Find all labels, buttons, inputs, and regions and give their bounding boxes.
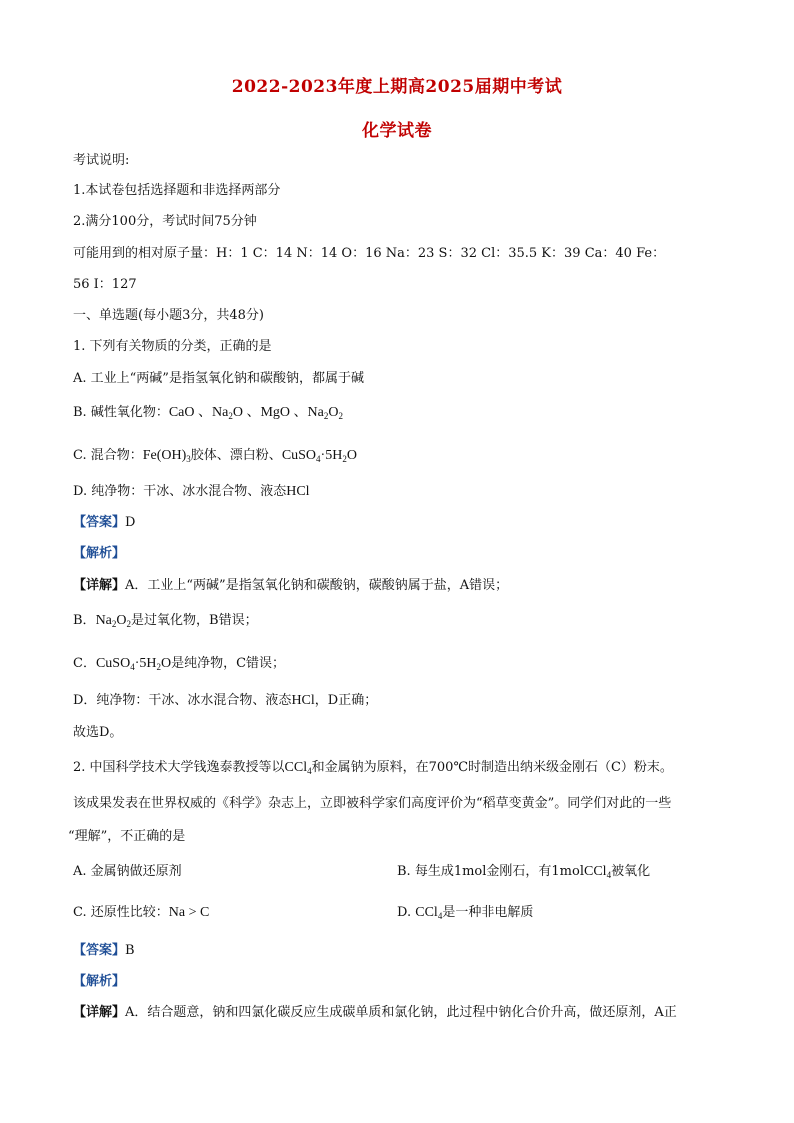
q1-option-d-label: D. 纯净物：干冰、冰水混合物、液态 [73,484,287,499]
formula: CCl$_4$ [284,760,312,776]
q2-analysis [73,973,125,991]
q2-stem-1 [73,759,673,777]
q2-stem-text: 和金属钠为原料，在700℃时制造出纳米级金刚石（C）粉末。 [311,760,673,775]
q1-option-b-label: B. 碱性氧化物： [73,405,169,420]
section-heading: 一、单选题(每小题3分，共48分) [73,308,264,323]
formula: HCl [286,484,310,499]
detail-prefix: D．纯净物：干冰、冰水混合物、液态 [73,693,292,708]
q2-option-a: A. 金属钠做还原剂 [73,864,182,879]
q2-detail-a [73,1004,677,1022]
instruction-item-2: 2.满分100分，考试时间75分钟 [73,214,257,229]
detail-prefix: B． [73,613,96,628]
formula: $CuSO_4\cdot 5H_2O$ [281,448,357,464]
q2-option-d-text: D. [397,905,416,920]
answer-label: 【答案】 [73,943,126,958]
q1-analysis [73,545,125,563]
atomic-masses-line-1: 可能用到的相对原子量：H：1 C：14 N：14 O：16 Na：23 S：32 Cl：35.5 K：39 Ca：40 Fe： [73,246,666,261]
q2-answer [73,942,135,960]
formula: CaO 、$Na_2O$ 、MgO 、$Na_2O_2$ [168,405,343,421]
q1-option-c [73,447,357,465]
q2-option-c-text: C. 还原性比较： [73,905,169,920]
q2-option-c [73,904,209,922]
q2-option-b-text: 被氧化 [611,864,651,879]
exam-title: 2022-2023年度上期高2025届期中考试 [231,77,563,97]
q1-detail-c [73,655,285,673]
formula: Na > C [168,905,210,920]
detail-text: 是过氧化物，B错误； [131,613,258,628]
q2-option-d-text: 是一种非电解质 [442,905,534,920]
instructions-heading: 考试说明: [73,153,130,168]
formula: $Fe(OH)_3$ [142,448,191,464]
q1-answer [73,514,135,532]
q2-option-b-text: B. 每生成1mol金刚石，有1mol [397,864,584,879]
formula: $Na_2O_2$ [95,613,132,629]
q2-stem-3: “理解”，不正确的是 [68,829,186,844]
answer-value: D [125,515,136,530]
detail-label: 【详解】 [73,1005,126,1020]
answer-label: 【答案】 [73,515,126,530]
q2-stem-text: 2. 中国科学技术大学钱逸泰教授等以 [73,760,285,775]
q1-stem: 1. 下列有关物质的分类，正确的是 [73,339,272,354]
answer-value: B [125,943,135,958]
q1-option-a: A. 工业上“两碱”是指氢氧化钠和碳酸钠，都属于碱 [73,371,364,386]
q2-option-b [397,863,650,881]
detail-prefix: C． [73,656,96,671]
detail-label: 【详解】 [73,578,126,593]
instruction-item-1: 1.本试卷包括选择题和非选择两部分 [73,183,281,198]
q2-detail-a-text: A．结合题意，钠和四氯化碳反应生成碳单质和氯化钠，此过程中钠化合价升高，做还原剂，A正 [125,1005,677,1020]
q1-option-b [73,404,343,422]
q2-stem-2: 该成果发表在世界权威的《科学》杂志上，立即被科学家们高度评价为“稻草变黄金”。同学们对此的一些 [73,796,672,811]
q1-detail-d [73,692,377,710]
formula: $CuSO_4\cdot 5H_2O$ [95,656,172,672]
analysis-label: 【解析】 [73,974,126,989]
q1-detail-b [73,612,258,630]
formula: CCl$_4$ [583,864,612,880]
q1-option-d [73,483,310,501]
q1-conclusion: 故选D。 [73,725,123,740]
analysis-label: 【解析】 [73,546,126,561]
formula: HCl [291,693,315,708]
atomic-masses-line-2: 56 I：127 [73,277,137,292]
q1-option-c-label: C. 混合物： [73,448,143,463]
q2-option-d [397,904,533,922]
q1-detail-a-text: A．工业上“两碱”是指氢氧化钠和碳酸钠，碳酸钠属于盐，A错误； [125,578,509,593]
formula: CCl$_4$ [415,905,443,921]
q1-option-c-text: 胶体、漂白粉、 [190,448,282,463]
exam-subject: 化学试卷 [362,121,432,141]
detail-text: 是纯净物，C错误； [171,656,286,671]
detail-text: ，D正确； [314,693,378,708]
q1-detail-a [73,577,508,595]
